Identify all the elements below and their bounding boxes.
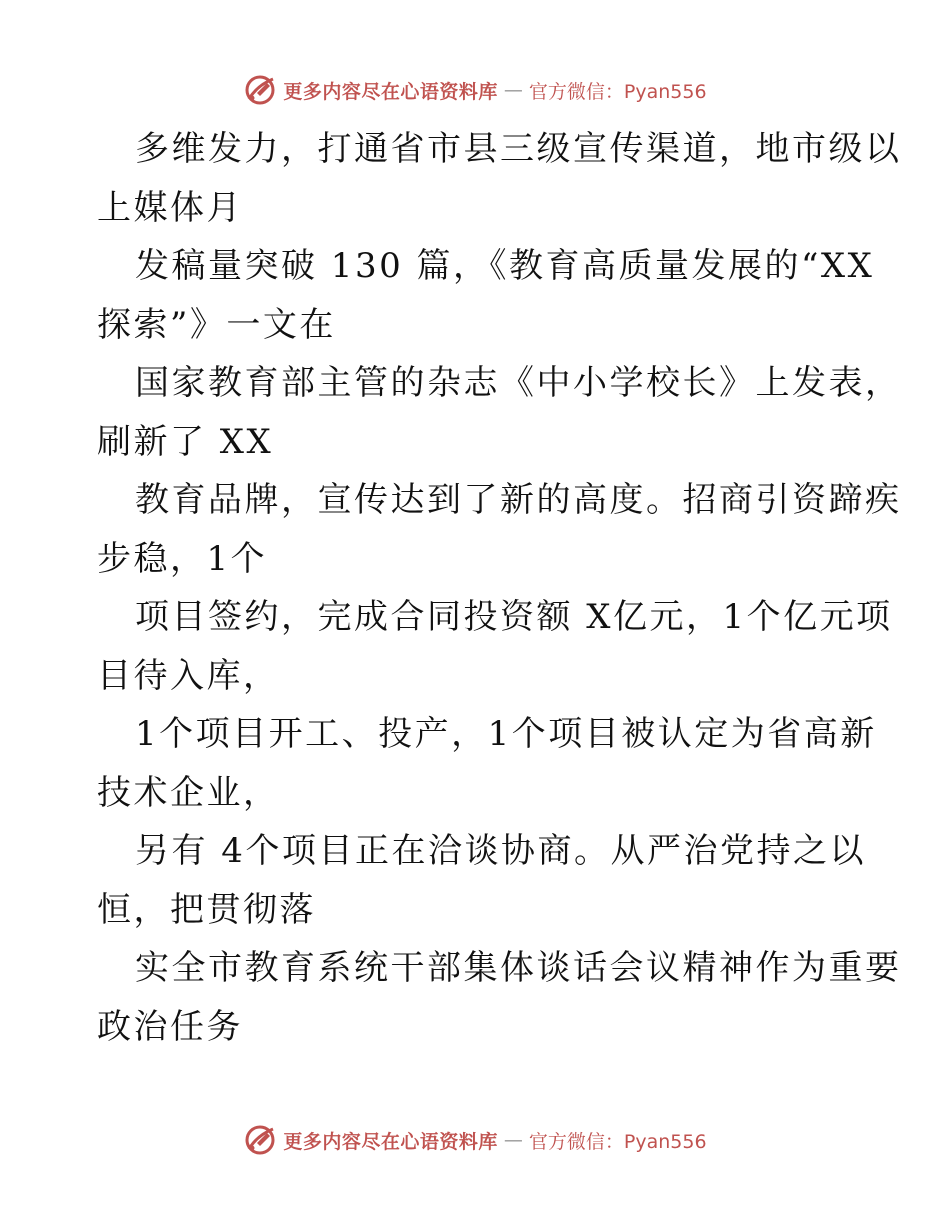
- text-line: 步稳，1个: [97, 538, 268, 579]
- watermark-contact: 官方微信：Pyan556: [528, 80, 707, 103]
- text-line: 探索”》一文在: [97, 304, 336, 345]
- watermark-text: 更多内容尽在心语资料库: [283, 1130, 498, 1153]
- text-line: 项目签约，完成合同投资额 X亿元，1个亿元项: [135, 597, 893, 637]
- text-line: 刷新了 XX: [97, 421, 274, 462]
- text-line: 发稿量突破 130 篇，《教育高质量发展的“XX: [135, 246, 875, 286]
- text-line: 上媒体月: [97, 187, 243, 228]
- text-line: 恒，把贯彻落: [97, 889, 316, 930]
- text-line: 另有 4个项目正在洽谈协商。从严治党持之以: [135, 831, 866, 871]
- watermark-separator: —: [503, 79, 523, 101]
- footer-watermark: [0, 1120, 950, 1160]
- document-body: [97, 120, 902, 1056]
- watermark-separator: —: [503, 1129, 523, 1151]
- pen-circle-logo-icon: [243, 73, 277, 107]
- text-line: 实全市教育系统干部集体谈话会议精神作为重要: [135, 948, 902, 988]
- pen-circle-logo-icon: [243, 1123, 277, 1157]
- text-line: 多维发力，打通省市县三级宣传渠道，地市级以: [135, 129, 902, 169]
- watermark-text: 更多内容尽在心语资料库: [283, 80, 498, 103]
- watermark-contact: 官方微信：Pyan556: [528, 1130, 707, 1153]
- text-line: 技术企业，: [97, 772, 280, 813]
- text-line: 目待入库，: [97, 655, 280, 696]
- text-line: 国家教育部主管的杂志《中小学校长》上发表，: [135, 363, 902, 403]
- text-line: 1个项目开工、投产，1个项目被认定为省高新: [135, 714, 877, 754]
- text-line: 教育品牌，宣传达到了新的高度。招商引资蹄疾: [135, 480, 902, 520]
- text-line: 政治任务: [97, 1006, 243, 1047]
- header-watermark: [0, 70, 950, 110]
